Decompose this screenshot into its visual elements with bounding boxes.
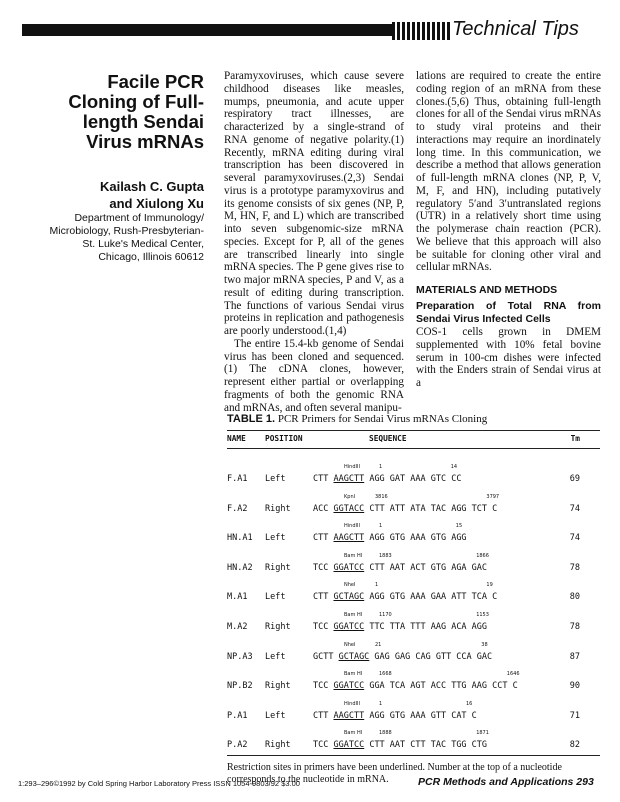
start-nucleotide: 1170 — [379, 612, 392, 618]
restriction-site-sequence: AAGCTT — [333, 710, 365, 721]
author-line: and Xiulong Xu — [109, 196, 204, 211]
end-nucleotide: 38 — [481, 641, 488, 648]
table-caption — [227, 413, 487, 425]
table-row — [227, 610, 600, 640]
primer-position: Right — [265, 740, 291, 751]
primer-name: F.A1 — [227, 474, 248, 484]
primer-tm: 80 — [569, 592, 580, 603]
end-nucleotide: 1871 — [476, 730, 489, 737]
start-nucleotide: 1 — [375, 582, 379, 589]
primer-name: HN.A1 — [227, 533, 253, 544]
primer-sequence — [313, 592, 497, 602]
table-header-rule — [227, 448, 600, 449]
primer-sequence — [313, 681, 518, 691]
seq-rest: AGG GTG AAA GTT CAT C — [364, 710, 477, 721]
title-line: Facile PCR — [107, 71, 204, 92]
restriction-site-label: Bam HI — [344, 552, 363, 559]
seq-rest: AGG GTG AAA GTG AGG — [364, 533, 467, 544]
primer-tm: 90 — [569, 681, 580, 692]
seq-rest: GAG GAG CAG GTT CCA GAC — [369, 651, 493, 662]
primer-name: M.A1 — [227, 592, 248, 603]
primer-position: Left — [265, 592, 286, 603]
seq-prefix: CTT — [313, 533, 334, 544]
affiliation-line: Department of Immunology/ — [74, 212, 204, 224]
restriction-site-sequence: GGTACC — [333, 503, 365, 514]
table-row — [227, 521, 600, 551]
table-note: Restriction sites in primers have been underlined. Number at the top of a nucleotide corresponds to the nucleotide in mRNA. — [227, 762, 562, 785]
seq-rest: TTC TTA TTT AAG ACA AGG — [364, 622, 488, 632]
primer-sequence — [313, 563, 487, 573]
end-nucleotide: 14 — [450, 464, 458, 470]
start-nucleotide: 1888 — [379, 730, 392, 737]
col-header-tm: Tm — [570, 434, 580, 443]
restriction-site-label: Bam HI — [344, 612, 363, 618]
primer-position: Right — [265, 681, 291, 692]
primer-name: M.A2 — [227, 622, 248, 632]
subsection-heading: Preparation of Total RNA from Sendai Virus Infected Cells — [416, 300, 601, 325]
primer-tm: 74 — [569, 533, 580, 544]
table-label: TABLE 1. — [227, 413, 276, 425]
primer-sequence — [313, 622, 487, 632]
primer-name: NP.A3 — [227, 651, 253, 662]
seq-rest: CTT AAT CTT TAC TGG CTG — [364, 740, 488, 751]
restriction-site-label: NheI — [344, 582, 356, 589]
table-row — [227, 551, 600, 581]
col-header-name: NAME — [227, 434, 246, 443]
col-header-position: POSITION — [265, 434, 303, 443]
seq-rest: GGA TCA AGT ACC TTG AAG CCT C — [364, 681, 518, 692]
restriction-site-sequence: AAGCTT — [333, 533, 365, 544]
end-nucleotide: 15 — [455, 523, 463, 530]
affiliation-line: Microbiology, Rush-Presbyterian- — [49, 225, 204, 237]
seq-prefix: ACC — [313, 503, 334, 514]
primer-tm: 71 — [569, 710, 580, 721]
primer-sequence — [313, 504, 497, 514]
restriction-site-label: HindIII — [344, 464, 360, 470]
restriction-site-label: HindIII — [344, 700, 360, 707]
affiliation-line: Chicago, Illinois 60612 — [98, 251, 204, 263]
primer-tm: 69 — [569, 474, 580, 484]
article-title — [40, 72, 204, 152]
restriction-site-sequence: GCTAGC — [333, 592, 365, 603]
table-top-rule — [227, 430, 600, 431]
section-heading: MATERIALS AND METHODS — [416, 284, 558, 296]
table-row — [227, 492, 600, 522]
title-line: Virus mRNAs — [86, 131, 204, 152]
seq-prefix: CTT — [313, 592, 334, 603]
end-nucleotide: 1866 — [476, 552, 489, 559]
primer-name: HN.A2 — [227, 562, 253, 573]
primer-position: Right — [265, 562, 291, 573]
seq-prefix: CTT — [313, 474, 334, 484]
restriction-site-label: HindIII — [344, 523, 360, 530]
primer-tm: 74 — [569, 503, 580, 514]
start-nucleotide: 1 — [379, 700, 383, 707]
end-nucleotide: 1153 — [476, 612, 489, 618]
seq-prefix: CTT — [313, 710, 334, 721]
title-line: Cloning of Full- — [68, 91, 204, 112]
table-bottom-rule — [227, 755, 600, 756]
table-row — [227, 728, 600, 758]
seq-rest: CTT AAT ACT GTG AGA GAC — [364, 562, 488, 573]
end-nucleotide: 3797 — [486, 493, 500, 500]
col-header-sequence: SEQUENCE — [369, 434, 407, 443]
primer-sequence — [313, 740, 487, 750]
primer-position: Left — [265, 710, 286, 721]
table-row — [227, 580, 600, 610]
paragraph: COS-1 cells grown in DMEM supplemented with 10% fetal bovine serum in 100-cm dishes were infected with the Enders strain of Sendai virus at a — [416, 326, 601, 389]
primer-position: Right — [265, 622, 291, 632]
primer-tm: 87 — [569, 651, 580, 662]
primer-position: Left — [265, 474, 286, 484]
restriction-site-label: Bam HI — [344, 671, 363, 678]
section-title: Technical Tips — [452, 18, 579, 40]
affiliation-line: St. Luke's Medical Center, — [82, 238, 204, 250]
table-row — [227, 462, 600, 492]
primer-sequence — [313, 711, 477, 721]
seq-prefix: TCC — [313, 740, 334, 751]
primer-name: F.A2 — [227, 503, 248, 514]
table-row — [227, 640, 600, 670]
primer-sequence — [313, 533, 467, 543]
restriction-site-label: Bam HI — [344, 730, 363, 737]
restriction-site-sequence: GGATCC — [333, 622, 365, 632]
start-nucleotide: 21 — [375, 641, 382, 648]
restriction-site-sequence: GGATCC — [333, 562, 365, 573]
seq-prefix: TCC — [313, 562, 334, 573]
start-nucleotide: 1 — [379, 464, 383, 470]
restriction-site-sequence: GGATCC — [333, 681, 365, 692]
header-bar — [0, 20, 620, 44]
affiliation — [20, 212, 204, 264]
primer-tm: 78 — [569, 562, 580, 573]
start-nucleotide: 1668 — [379, 671, 392, 678]
author-line: Kailash C. Gupta — [99, 179, 204, 194]
restriction-site-label: KpnI — [344, 493, 356, 500]
primer-name: NP.B2 — [227, 681, 253, 692]
header-stripes — [392, 22, 450, 40]
title-line: length Sendai — [82, 111, 204, 132]
seq-rest: CTT ATT ATA TAC AGG TCT C — [364, 503, 498, 514]
restriction-site-sequence: GCTAGC — [338, 651, 370, 662]
primer-sequence — [313, 652, 492, 662]
footer-copyright: 1:293–296©1992 by Cold Spring Harbor Laboratory Press ISSN 1054-9803/92 $3.00 — [18, 779, 300, 788]
seq-prefix: TCC — [313, 681, 334, 692]
primer-position: Left — [265, 533, 286, 544]
seq-prefix: GCTT — [313, 651, 339, 662]
table-caption-text: PCR Primers for Sendai Virus mRNAs Cloning — [277, 413, 488, 425]
end-nucleotide: 19 — [486, 582, 493, 589]
primer-position: Right — [265, 503, 291, 514]
seq-prefix: TCC — [313, 622, 334, 632]
body-column-1 — [224, 70, 404, 414]
start-nucleotide: 1 — [379, 523, 383, 530]
primer-sequence — [313, 474, 461, 484]
primer-name: P.A1 — [227, 710, 248, 721]
seq-rest: AGG GAT AAA GTC CC — [364, 474, 462, 484]
restriction-site-label: NheI — [344, 641, 356, 648]
start-nucleotide: 1883 — [379, 552, 392, 559]
primer-name: P.A2 — [227, 740, 248, 751]
authors — [40, 178, 204, 212]
restriction-site-sequence: GGATCC — [333, 740, 365, 751]
body-column-2 — [416, 70, 601, 390]
restriction-site-sequence: AAGCTT — [333, 474, 365, 484]
seq-rest: AGG GTG AAA GAA ATT TCA C — [364, 592, 498, 603]
end-nucleotide: 1646 — [506, 671, 520, 678]
footer-journal: PCR Methods and Applications 293 — [418, 776, 594, 788]
table-row — [227, 669, 600, 699]
primer-tm: 78 — [569, 622, 580, 632]
paragraph: Paramyxoviruses, which cause severe childhood diseases like measles, mumps, pneumonia, and acute upper respiratory tract illnesses, are characterized by a single-strand of RNA genome of negative polarity.(1) Recently, mRNA editing during viral transcription has been discovered in several paramyxoviruses.(2,3) Sendai virus is a prototype paramyxovirus and its genome consists of six genes (NP, P, M, HN, F, and L) which are transcribed into seven subgenomic-size mRNA species. Except for P, all of the genes are transcribed linearly into single mRNA species. The P gene gives rise to two major mRNA species, P and V, as a result of editing during transcription. The functions of various Sendai virus proteins in replication and pathogenesis are poorly understood.(1,4) — [224, 70, 404, 337]
end-nucleotide: 16 — [466, 700, 473, 707]
header-black-rule — [22, 24, 392, 36]
paragraph: lations are required to create the entire coding region of an mRNA from these clones.(5,6) Thus, obtaining full-length clones for all of the Sendai virus mRNAs to study viral proteins and their interactions may require an inordinately long time. In this communication, we describe a method that allows generation of full-length mRNA clones (NP, P, V, M, F, and HN), including putatively regulatory 5′and 3′untranslated regions (UTR) in a relatively short time using the polymerase chain reaction (PCR). We believe that this approach will also be suitable for cloning other viral and cellular mRNAs. — [416, 70, 601, 274]
primer-tm: 82 — [569, 740, 580, 751]
paragraph: The entire 15.4-kb genome of Sendai virus has been cloned and sequenced.(1) The cDNA clones, however, represent either partial or overlapping fragments of both the genomic RNA and mRNAs, and often several manipu- — [224, 337, 404, 414]
table-row — [227, 699, 600, 729]
start-nucleotide: 3816 — [375, 493, 388, 500]
primer-position: Left — [265, 651, 286, 662]
